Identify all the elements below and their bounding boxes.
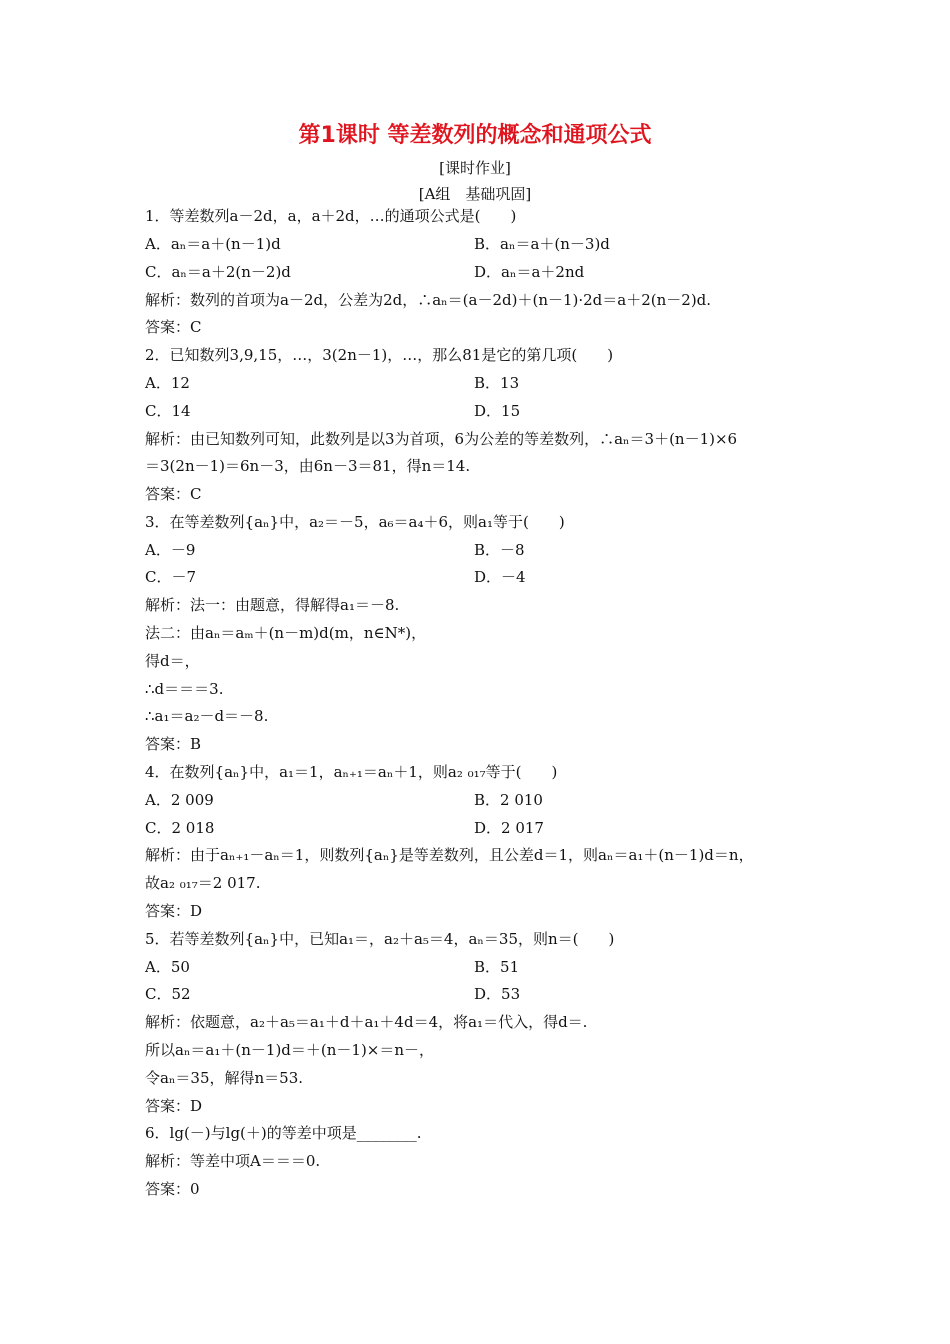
q5-option-b: B．51 xyxy=(474,958,520,976)
q4-option-b: B．2 010 xyxy=(474,791,543,809)
q5-analysis-line3: 令aₙ＝35，解得n＝53. xyxy=(145,1069,304,1087)
q1-option-d: D．aₙ＝a＋2nd xyxy=(474,263,585,281)
q5-answer: 答案：D xyxy=(145,1097,203,1115)
q1-stem: 1．等差数列a－2d，a，a＋2d，…的通项公式是( ) xyxy=(145,207,517,225)
q6-answer: 答案：0 xyxy=(145,1180,200,1198)
q3-stem: 3．在等差数列{aₙ}中，a₂＝－5，a₆＝a₄＋6，则a₁等于( ) xyxy=(145,513,565,531)
q2-stem: 2．已知数列3,9,15，…，3(2n－1)，…，那么81是它的第几项( ) xyxy=(145,346,614,364)
q1-option-c: C．aₙ＝a＋2(n－2)d xyxy=(145,263,291,281)
q2-analysis-line2: ＝3(2n－1)＝6n－3，由6n－3＝81，得n＝14. xyxy=(145,457,471,475)
q2-analysis-line1: 解析：由已知数列可知，此数列是以3为首项，6为公差的等差数列，∴aₙ＝3＋(n－1)×6 xyxy=(145,430,738,448)
q3-option-b: B．－8 xyxy=(474,541,525,559)
q3-analysis-line5: ∴a₁＝a₂－d＝－8. xyxy=(145,707,269,725)
q3-analysis-line4: ∴d＝＝＝3. xyxy=(145,680,224,698)
q4-analysis-line2: 故a₂ ₀₁₇＝2 017. xyxy=(145,874,261,892)
q4-answer: 答案：D xyxy=(145,902,203,920)
q2-option-d: D．15 xyxy=(474,402,521,420)
q3-analysis-line2: 法二：由aₙ＝aₘ＋(n－m)d(m，n∈N*)， xyxy=(145,624,427,642)
q5-analysis-line1: 解析：依题意，a₂＋a₅＝a₁＋d＋a₁＋4d＝4，将a₁＝代入，得d＝. xyxy=(145,1013,588,1031)
q3-answer: 答案：B xyxy=(145,735,202,753)
q4-option-d: D．2 017 xyxy=(474,819,544,837)
q4-option-c: C．2 018 xyxy=(145,819,215,837)
q1-option-b: B．aₙ＝a＋(n－3)d xyxy=(474,235,610,253)
section-label: [课时作业] xyxy=(439,159,511,177)
q4-analysis-line1: 解析：由于aₙ₊₁－aₙ＝1，则数列{aₙ}是等差数列，且公差d＝1，则aₙ＝a₁＋(n－1)d＝n， xyxy=(145,846,754,864)
q1-answer: 答案：C xyxy=(145,318,202,336)
q1-analysis: 解析：数列的首项为a－2d，公差为2d，∴aₙ＝(a－2d)＋(n－1)·2d＝a＋2(n－2)d. xyxy=(145,291,712,309)
q6-stem: 6．lg(－)与lg(＋)的等差中项是________. xyxy=(145,1124,422,1142)
q5-option-c: C．52 xyxy=(145,985,191,1003)
q3-analysis-line1: 解析：法一：由题意，得解得a₁＝－8. xyxy=(145,596,400,614)
q2-option-a: A．12 xyxy=(145,374,190,392)
q3-analysis-line3: 得d＝， xyxy=(145,652,200,670)
q2-option-b: B．13 xyxy=(474,374,520,392)
q5-option-a: A．50 xyxy=(145,958,190,976)
q5-option-d: D．53 xyxy=(474,985,521,1003)
page-title: 第1课时 等差数列的概念和通项公式 xyxy=(298,123,652,148)
q3-option-c: C．－7 xyxy=(145,568,197,586)
q2-answer: 答案：C xyxy=(145,485,202,503)
q2-option-c: C．14 xyxy=(145,402,191,420)
q5-stem: 5．若等差数列{aₙ}中，已知a₁＝，a₂＋a₅＝4，aₙ＝35，则n＝( ) xyxy=(145,930,615,948)
q4-stem: 4．在数列{aₙ}中，a₁＝1，aₙ₊₁＝aₙ＋1，则a₂ ₀₁₇等于( ) xyxy=(145,763,558,781)
q4-option-a: A．2 009 xyxy=(145,791,214,809)
group-label: [A组 基础巩固] xyxy=(418,185,532,203)
q3-option-a: A．－9 xyxy=(145,541,196,559)
q3-option-d: D．－4 xyxy=(474,568,526,586)
q6-analysis: 解析：等差中项A＝＝＝0. xyxy=(145,1152,321,1170)
q5-analysis-line2: 所以aₙ＝a₁＋(n－1)d＝＋(n－1)×＝n－， xyxy=(145,1041,435,1059)
q1-option-a: A．aₙ＝a＋(n－1)d xyxy=(145,235,281,253)
